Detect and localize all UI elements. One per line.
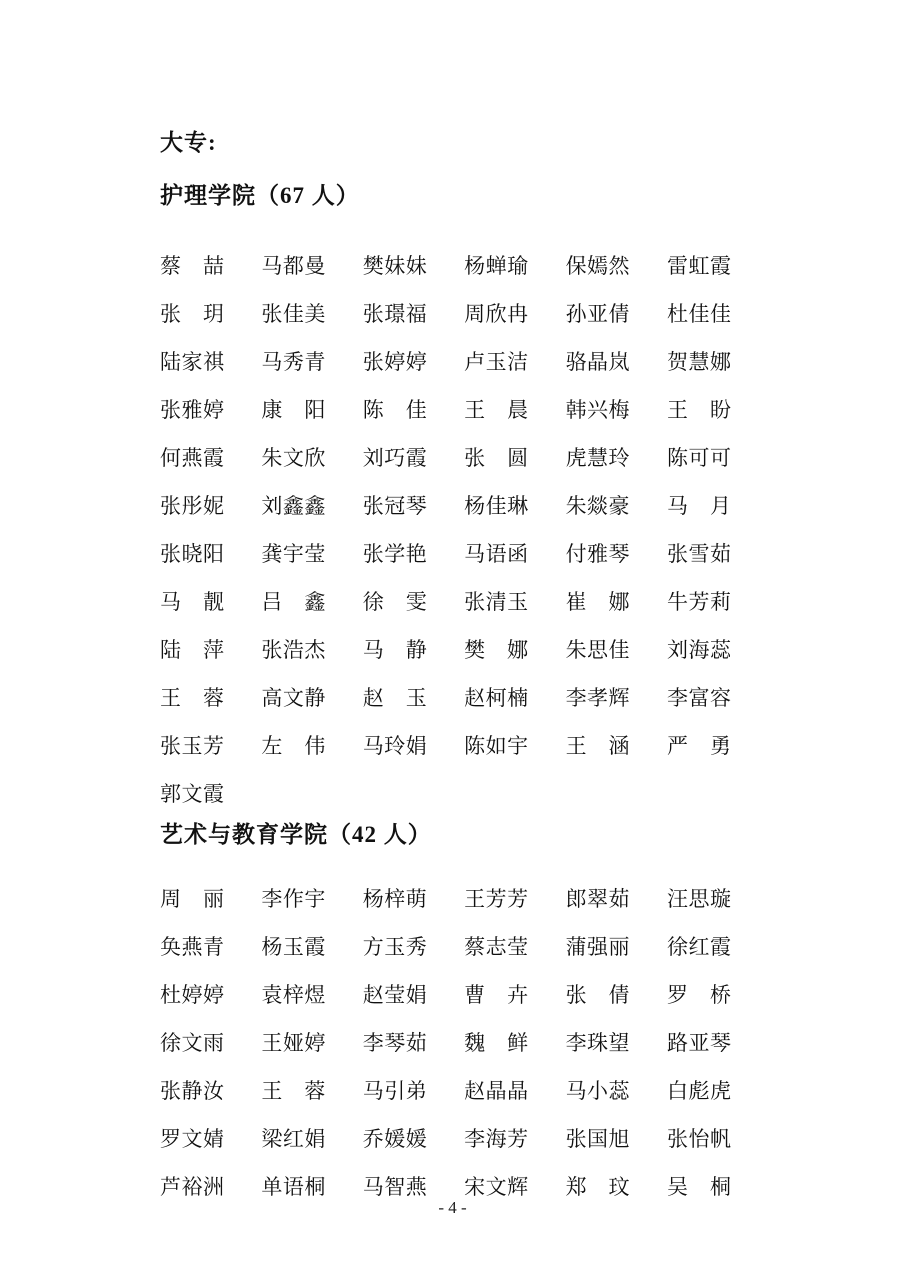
student-name: 周 丽 [160,887,225,911]
student-name: 马都曼 [261,254,326,278]
name-row [160,922,730,970]
student-name: 杨佳琳 [464,494,529,518]
student-name: 张 圆 [464,446,529,470]
student-name: 白彪虎 [666,1079,732,1103]
college-sections-container [160,182,730,1210]
student-name: 张国旭 [565,1127,631,1151]
student-name: 陆家祺 [160,350,225,374]
student-name: 张璟福 [362,302,428,326]
student-name: 张冠琴 [362,494,428,518]
student-name: 曹 卉 [464,983,529,1007]
student-name: 刘海蕊 [666,638,732,662]
student-name: 张彤妮 [160,494,225,518]
student-name: 魏 鲜 [464,1031,529,1055]
student-name: 杨玉霞 [261,935,326,959]
student-name: 韩兴梅 [565,398,631,422]
name-row [160,1066,730,1114]
student-name: 高文静 [261,686,326,710]
student-name: 王娅婷 [261,1031,326,1055]
student-name: 赵莹娟 [362,983,428,1007]
student-name: 左 伟 [261,734,326,758]
student-name: 朱思佳 [565,638,631,662]
student-name: 马玲娟 [362,734,428,758]
student-name: 陆 萍 [160,638,225,662]
student-name: 陈 佳 [362,398,428,422]
student-name: 郎翠茹 [565,887,631,911]
student-name: 张雅婷 [160,398,225,422]
student-name: 陈可可 [666,446,732,470]
name-row [160,241,730,289]
student-name: 蔡志莹 [464,935,529,959]
student-name: 张 倩 [565,983,631,1007]
student-name: 徐红霞 [666,935,732,959]
student-name: 张雪茹 [666,542,732,566]
student-name: 袁梓煜 [261,983,326,1007]
name-row [160,721,730,769]
student-name: 张 玥 [160,302,225,326]
student-name: 方玉秀 [362,935,428,959]
student-name: 严 勇 [666,734,732,758]
student-name: 刘鑫鑫 [261,494,326,518]
student-name: 赵晶晶 [464,1079,529,1103]
student-name: 奂燕青 [160,935,225,959]
name-rows [160,874,730,1210]
student-name: 芦裕洲 [160,1175,225,1199]
student-name: 朱燚豪 [565,494,631,518]
student-name: 蔡 喆 [160,254,225,278]
student-name: 张晓阳 [160,542,225,566]
student-name: 王 蓉 [261,1079,326,1103]
student-name: 雷虹霞 [666,254,732,278]
student-name: 蒲强丽 [565,935,631,959]
student-name: 杜婷婷 [160,983,225,1007]
name-row [160,385,730,433]
student-name: 单语桐 [261,1175,326,1199]
student-name: 朱文欣 [261,446,326,470]
name-row [160,769,730,817]
student-name: 吕 鑫 [261,590,326,614]
student-name: 张婷婷 [362,350,428,374]
student-name: 马语函 [464,542,529,566]
name-row [160,673,730,721]
student-name: 保嫣然 [565,254,631,278]
student-name: 张清玉 [464,590,529,614]
student-name: 徐文雨 [160,1031,225,1055]
college-section [160,182,730,817]
student-name: 马小蕊 [565,1079,631,1103]
student-name: 马 月 [666,494,732,518]
student-name: 陈如宇 [464,734,529,758]
student-name: 徐 雯 [362,590,428,614]
student-name: 郑 玟 [565,1175,631,1199]
student-name: 马智燕 [362,1175,428,1199]
name-row [160,433,730,481]
section-title: 护理学院（67 人） [160,183,360,208]
student-name: 何燕霞 [160,446,225,470]
student-name: 李海芳 [464,1127,529,1151]
name-row [160,625,730,673]
student-name: 李作宇 [261,887,326,911]
student-name: 王 蓉 [160,686,225,710]
student-name: 李富容 [666,686,732,710]
student-name: 罗文婧 [160,1127,225,1151]
section-title: 艺术与教育学院（42 人） [160,822,432,847]
student-name: 龚宇莹 [261,542,326,566]
student-name: 虎慧玲 [565,446,631,470]
student-name: 杜佳佳 [666,302,732,326]
student-name: 王 涵 [565,734,631,758]
name-row [160,970,730,1018]
student-name: 樊 娜 [464,638,529,662]
student-name: 李珠望 [565,1031,631,1055]
student-name: 周欣冉 [464,302,529,326]
student-name: 张静汝 [160,1079,225,1103]
student-name: 张学艳 [362,542,428,566]
name-row [160,1018,730,1066]
name-row [160,577,730,625]
student-name: 赵 玉 [362,686,428,710]
student-name: 杨蝉瑜 [464,254,529,278]
student-name: 王 晨 [464,398,529,422]
student-name: 杨梓萌 [362,887,428,911]
name-row [160,481,730,529]
degree-level-heading: 大专: [160,130,217,155]
student-name: 康 阳 [261,398,326,422]
student-name: 贺慧娜 [666,350,732,374]
student-name: 张玉芳 [160,734,225,758]
student-name: 乔媛媛 [362,1127,428,1151]
name-row [160,874,730,922]
student-name: 赵柯楠 [464,686,529,710]
student-name: 刘巧霞 [362,446,428,470]
student-name: 郭文霞 [160,782,225,806]
name-row [160,289,730,337]
student-name: 张佳美 [261,302,326,326]
page-number: - 4 - [438,1198,467,1217]
name-row [160,337,730,385]
student-name: 张浩杰 [261,638,326,662]
student-name: 樊妹妹 [362,254,428,278]
student-name: 付雅琴 [565,542,631,566]
name-rows [160,241,730,817]
student-name: 崔 娜 [565,590,631,614]
name-row [160,1114,730,1162]
student-name: 梁红娟 [261,1127,326,1151]
student-name: 马引弟 [362,1079,428,1103]
student-name: 李琴茹 [362,1031,428,1055]
student-name: 张怡帆 [666,1127,732,1151]
student-name: 马 靓 [160,590,225,614]
student-name: 吴 桐 [666,1175,732,1199]
student-name: 宋文辉 [464,1175,529,1199]
name-row [160,529,730,577]
student-name: 卢玉洁 [464,350,529,374]
student-name: 马秀青 [261,350,326,374]
student-name: 王芳芳 [464,887,529,911]
student-name: 骆晶岚 [565,350,631,374]
student-name: 路亚琴 [666,1031,732,1055]
student-name: 李孝辉 [565,686,631,710]
student-name: 牛芳莉 [666,590,732,614]
student-name: 汪思璇 [666,887,732,911]
student-name: 罗 桥 [666,983,732,1007]
student-name: 王 盼 [666,398,732,422]
college-section [160,821,730,1210]
student-name: 孙亚倩 [565,302,631,326]
student-name: 马 静 [362,638,428,662]
